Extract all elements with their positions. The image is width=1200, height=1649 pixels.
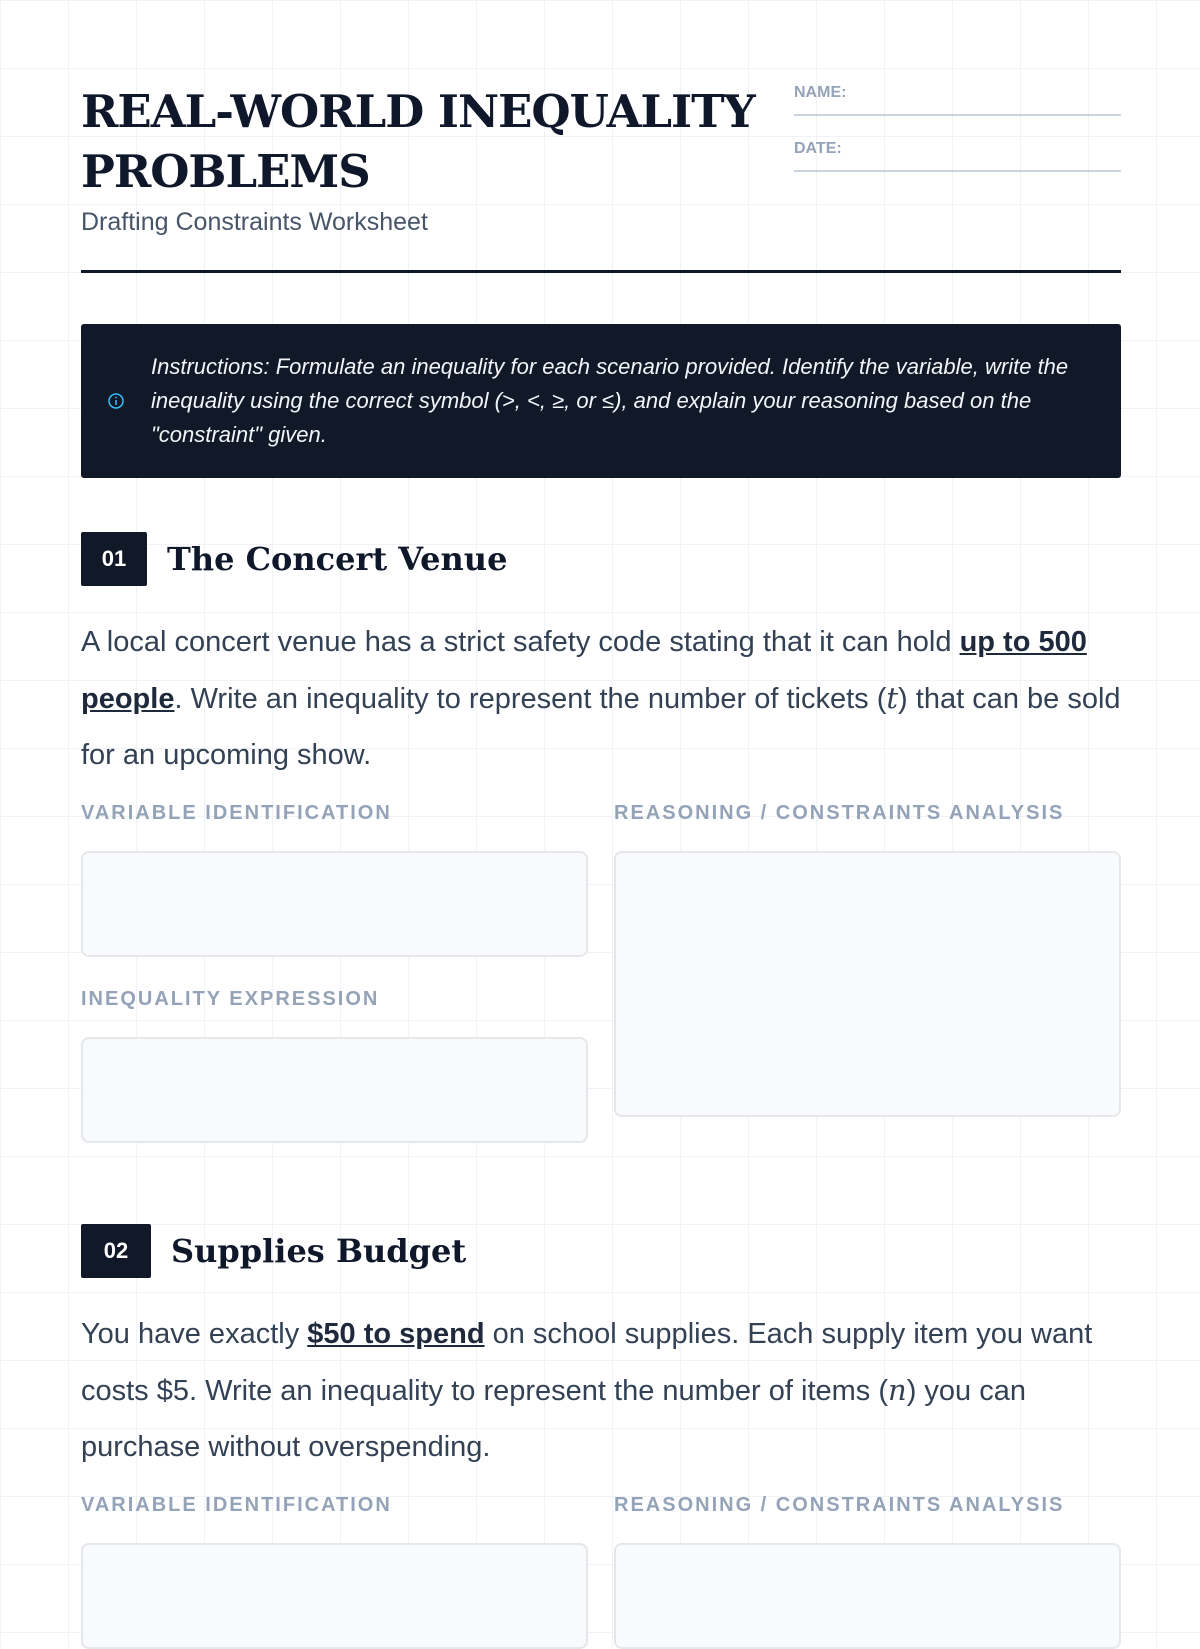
answer-grid <box>81 1493 1121 1633</box>
section-header <box>81 1224 1121 1278</box>
prompt-variable: n <box>888 1373 907 1407</box>
section-title: Supplies Budget <box>171 1232 467 1270</box>
expression-input[interactable] <box>81 1037 588 1143</box>
problem-section-1 <box>81 532 1121 1151</box>
prompt-constraint: $50 to spend <box>307 1318 485 1350</box>
prompt-constraint: up to 500 people <box>81 626 1087 715</box>
date-label: DATE: <box>794 140 842 157</box>
problem-section-2 <box>81 1224 1121 1633</box>
variable-input[interactable] <box>81 851 588 957</box>
section-title: The Concert Venue <box>167 540 508 578</box>
title-line-1: REAL-WORLD INEQUALITY <box>81 85 755 138</box>
name-field[interactable] <box>794 82 1121 116</box>
problem-prompt <box>81 1306 1121 1475</box>
info-icon <box>107 392 125 410</box>
prompt-text: on school supplies. Each supply item you want costs $5. Write an inequality to represent the number of items ( <box>81 1318 1093 1407</box>
variable-label: VARIABLE IDENTIFICATION <box>81 802 392 824</box>
reasoning-label: REASONING / CONSTRAINTS ANALYSIS <box>614 802 1065 824</box>
reasoning-input[interactable] <box>614 851 1121 1117</box>
title-block <box>81 82 761 237</box>
page-title <box>81 82 761 202</box>
student-meta <box>794 82 1121 194</box>
prompt-text: You have exactly <box>81 1318 308 1350</box>
prompt-text: ) that can be sold for an upcoming show. <box>81 683 1121 771</box>
instructions-text: Instructions: Formulate an inequality for each scenario provided. Identify the variable, write the inequality using the correct symbol (>, <, ≥, or ≤), and explain your reasoning based on the "constraint" given. <box>151 354 1069 447</box>
problem-prompt <box>81 614 1121 783</box>
section-number-badge: 01 <box>81 532 147 586</box>
prompt-variable: t <box>886 681 899 715</box>
variable-label: VARIABLE IDENTIFICATION <box>81 1494 392 1516</box>
prompt-text: ) you can purchase without overspending. <box>81 1375 1026 1463</box>
reasoning-input[interactable] <box>614 1543 1121 1649</box>
prompt-text: . Write an inequality to represent the number of tickets ( <box>174 683 887 715</box>
instructions-banner <box>81 324 1121 478</box>
worksheet-header <box>81 82 1121 273</box>
reasoning-label: REASONING / CONSTRAINTS ANALYSIS <box>614 1494 1065 1516</box>
page-subtitle: Drafting Constraints Worksheet <box>81 208 428 236</box>
section-header <box>81 532 1121 586</box>
prompt-text: A local concert venue has a strict safety code stating that it can hold <box>81 626 960 658</box>
answer-grid <box>81 801 1121 1151</box>
date-field[interactable] <box>794 138 1121 172</box>
expression-label: INEQUALITY EXPRESSION <box>81 988 380 1010</box>
section-number-badge: 02 <box>81 1224 151 1278</box>
variable-input[interactable] <box>81 1543 588 1649</box>
title-line-2: PROBLEMS <box>81 145 370 198</box>
name-label: NAME: <box>794 84 847 101</box>
